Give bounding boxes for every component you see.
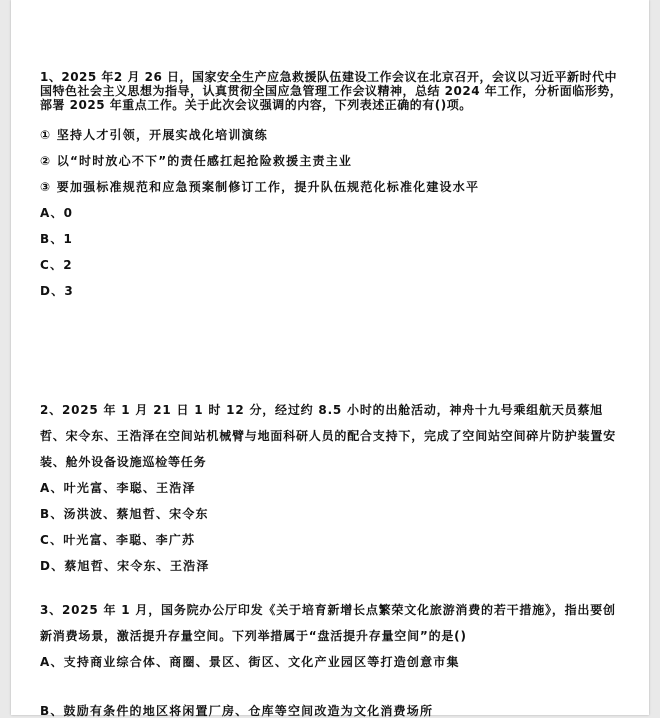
statement-1: ① 坚持人才引领，开展实战化培训演练 [40, 128, 268, 142]
page-content [40, 70, 627, 718]
question-3-option-a: A、支持商业综合体、商圈、景区、街区、文化产业园区等打造创意市集 [40, 655, 460, 669]
question-3 [40, 597, 627, 675]
statement-2: ② 以“时时放心不下”的责任感扛起抢险救援主责主业 [40, 154, 353, 168]
cut-off-line [40, 704, 627, 718]
question-2-option-c: C、叶光富、李聪、李广苏 [40, 533, 196, 547]
cut-off-line-text: B、鼓励有条件的地区将闲置厂房、仓库等空间改造为文化消费场所 [40, 704, 434, 718]
question-2-stem: 2、2025 年 1 月 21 日 1 时 12 分，经过约 8.5 小时的出舱活动，神舟十九号乘组航天员蔡旭哲、宋令东、王浩泽在空间站机械臂与地面科研人员的配合支持下，完成了空间站空间碎片防护装置安装、舱外设备设施巡检等任务 [40, 403, 617, 469]
document-page [11, 0, 649, 718]
question-2-option-a: A、叶光富、李聪、王浩泽 [40, 481, 196, 495]
statement-3: ③ 要加强标准规范和应急预案制修订工作，提升队伍规范化标准化建设水平 [40, 180, 480, 194]
question-1 [40, 70, 627, 304]
question-3-stem: 3、2025 年 1 月，国务院办公厅印发《关于培育新增长点繁荣文化旅游消费的若干措施》，指出要创新消费场景，激活提升存量空间。下列举措属于“盘活提升存量空间”的是() [40, 603, 616, 643]
question-1-option-c: C、2 [40, 258, 73, 272]
question-2-option-b: B、汤洪波、蔡旭哲、宋令东 [40, 507, 209, 521]
question-1-statements [40, 122, 627, 200]
question-1-option-d: D、3 [40, 284, 74, 298]
question-1-stem: 1、2025 年2 月 26 日，国家安全生产应急救援队伍建设工作会议在北京召开，会议以习近平新时代中国特色社会主义思想为指导，认真贯彻全国应急管理工作会议精神，总结 2024 年工作，分析面临形势，部署 2025 年重点工作。关于此次会议强调的内容，下列表述正确的有()项。 [40, 70, 623, 112]
question-2 [40, 397, 627, 579]
question-1-option-b: B、1 [40, 232, 74, 246]
question-2-option-d: D、蔡旭哲、宋令东、王浩泽 [40, 559, 210, 573]
question-1-option-a: A、0 [40, 206, 74, 220]
